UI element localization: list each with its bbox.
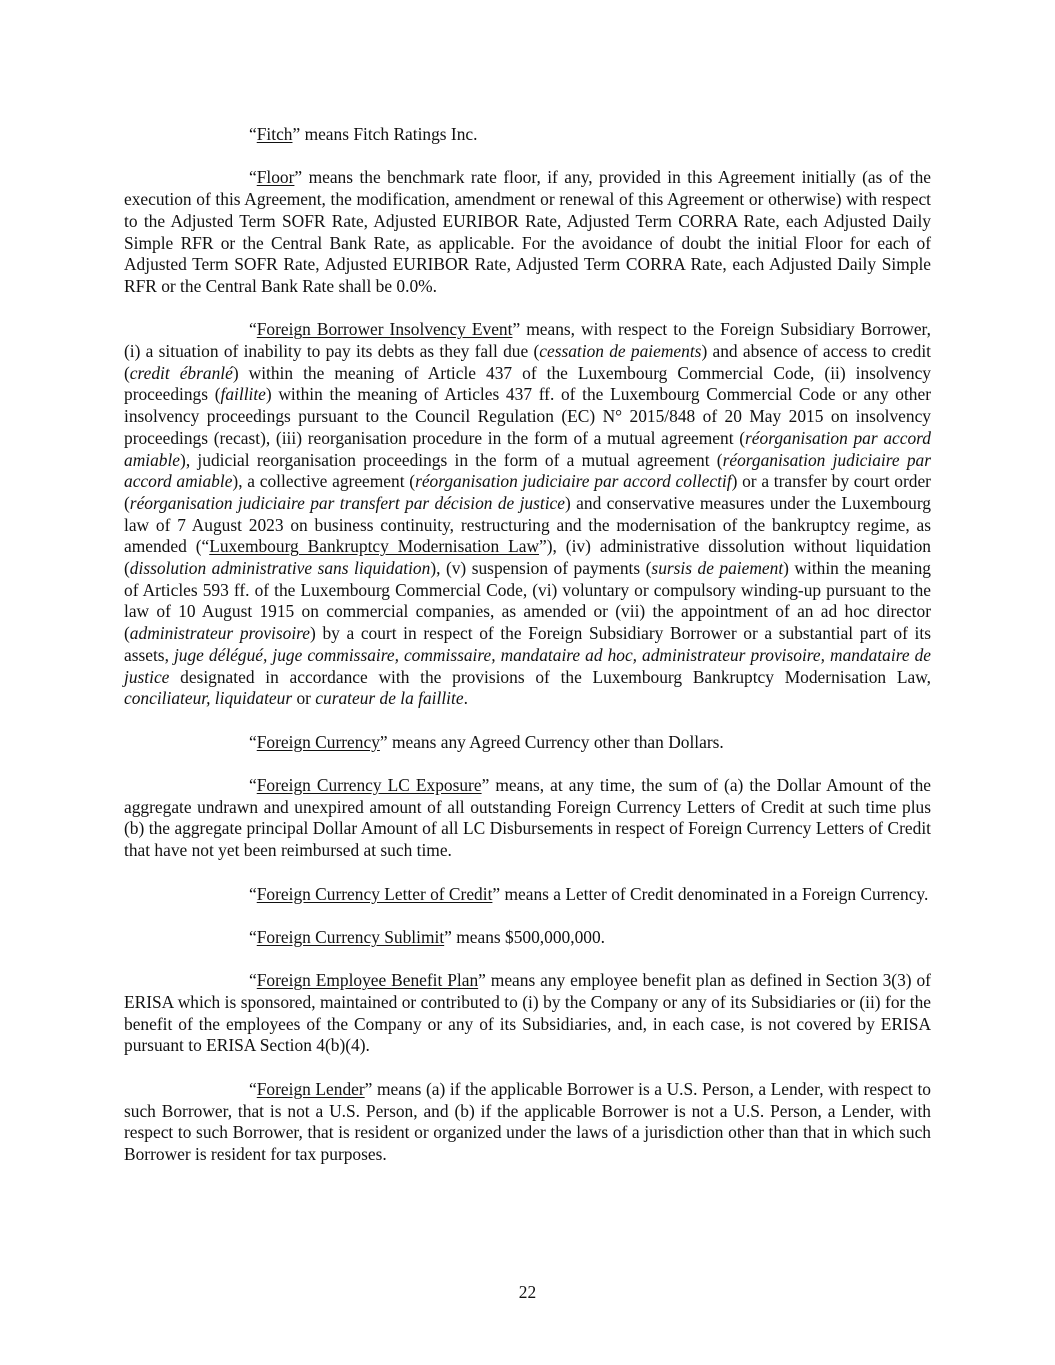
document-page [124,124,931,1187]
defined-term: Foreign Currency LC Exposure [256,775,482,796]
page-number: 22 [518,1282,537,1302]
defined-term: Luxembourg Bankruptcy Modernisation Law [209,536,540,557]
defined-term: Foreign Borrower Insolvency Event [256,319,513,340]
defined-term: Foreign Currency Sublimit [256,926,445,947]
definition-foreign-currency-letter-of-credit: “Foreign Currency Letter of Credit” means a Letter of Credit denominated in a Foreign Currency. [249,883,929,904]
defined-term: Foreign Lender [256,1078,365,1099]
definition-foreign-borrower-insolvency-event: “Foreign Borrower Insolvency Event” means, with respect to the Foreign Subsidiary Borrower, (i) a situation of inability to pay its debts as they fall due (cessation de paiements) and absence of access to credit (credit ébranlé) within the meaning of Article 437 of the Luxembourg Commercial Code, (ii) insolvency proceedings (faillite) within the meaning of Articles 437 ff. of the Luxembourg Commercial Code or any other insolvency proceedings pursuant to the Council Regulation (EC) N° 2015/848 of 20 May 2015 on insolvency proceedings (recast), (iii) reorganisation procedure in the form of a mutual agreement (réorganisation par accord amiable), judicial reorganisation proceedings in the form of a mutual agreement (réorganisation judiciaire par accord amiable), a collective agreement (réorganisation judiciaire par accord collectif) or a transfer by court order (réorganisation judiciaire par transfert par décision de justice) and conservative measures under the Luxembourg law of 7 August 2023 on business continuity, restructuring and the modernisation of the bankruptcy regime, as amended (“Luxembourg Bankruptcy Modernisation Law”), (iv) administrative dissolution without liquidation (dissolution administrative sans liquidation), (v) suspension of payments (sursis de paiement) within the meaning of Articles 593 ff. of the Luxembourg Commercial Code, (vi) voluntary or compulsory winding-up pursuant to the law of 10 August 1915 on commercial companies, as amended or (vii) the appointment of an ad hoc director (administrateur provisoire) by a court in respect of the Foreign Subsidiary Borrower or a substantial part of its assets, juge délégué, juge commissaire, commissaire, mandataire ad hoc, administrateur provisoire, mandataire de justice designated in accordance with the provisions of the Luxembourg Bankruptcy Modernisation Law, conciliateur, liquidateur or curateur de la faillite. [124,319,932,709]
defined-term: Fitch [256,124,293,144]
definition-floor: “Floor” means the benchmark rate floor, if any, provided in this Agreement initially (as of the execution of this Agreement, the modification, amendment or renewal of this Agreement or otherwise) with respect to the Adjusted Term SOFR Rate, Adjusted EURIBOR Rate, Adjusted Term CORRA Rate, each Adjusted Daily Simple RFR or the Central Bank Rate, as applicable. For the avoidance of doubt the initial Floor for each of Adjusted Term SOFR Rate, Adjusted EURIBOR Rate, Adjusted Term CORRA Rate, each Adjusted Daily Simple RFR or the Central Bank Rate shall be 0.0%. [124,167,931,296]
definition-foreign-employee-benefit-plan: “Foreign Employee Benefit Plan” means any employee benefit plan as defined in Section 3(3) of ERISA which is sponsored, maintained or contributed to (i) by the Company or any of its Subsidiaries or (ii) for the benefit of the employees of the Company or any of its Subsidiaries, and, in each case, is not covered by ERISA pursuant to ERISA Section 4(b)(4). [124,970,931,1056]
definition-fitch: “Fitch” means Fitch Ratings Inc. [249,124,478,144]
defined-term: Foreign Employee Benefit Plan [256,970,479,991]
defined-term: Foreign Currency [256,731,380,752]
definition-foreign-lender: “Foreign Lender” means (a) if the applicable Borrower is a U.S. Person, a Lender, with respect to such Borrower, that is not a U.S. Person, and (b) if the applicable Borrower is not a U.S. Person, a Lender, with respect to such Borrower, that is resident or organized under the laws of a jurisdiction other than that in which such Borrower is resident for tax purposes. [124,1078,931,1164]
definition-foreign-currency: “Foreign Currency” means any Agreed Currency other than Dollars. [249,731,724,752]
defined-term: Foreign Currency Letter of Credit [256,883,493,904]
defined-term: Floor [256,167,295,188]
definition-foreign-currency-sublimit: “Foreign Currency Sublimit” means $500,000,000. [249,926,606,947]
definition-foreign-currency-lc-exposure: “Foreign Currency LC Exposure” means, at any time, the sum of (a) the Dollar Amount of the aggregate undrawn and unexpired amount of all outstanding Foreign Currency Letters of Credit at such time plus (b) the aggregate principal Dollar Amount of all LC Disbursements in respect of Foreign Currency Letters of Credit that have not yet been reimbursed at such time. [124,775,931,861]
